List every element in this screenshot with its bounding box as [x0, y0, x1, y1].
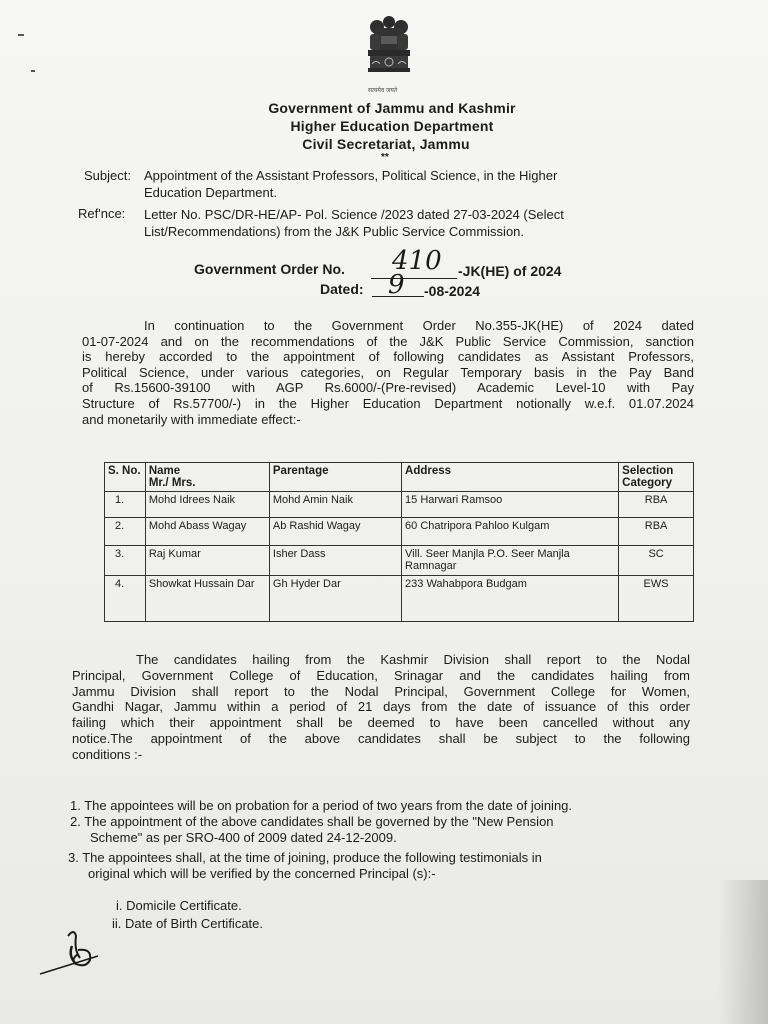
- emblem-motto: सत्यमेव जयते: [368, 88, 398, 94]
- subject-text-line2: Education Department.: [144, 185, 277, 200]
- candidates-table: [104, 462, 694, 622]
- paragraph-line: failing which their appointment shall be deemed to have been cancelled without any: [72, 715, 690, 731]
- paragraph-line: conditions :-: [72, 746, 143, 762]
- paragraph-line: Structure of Rs.57700/-) in the Higher Education Department notionally w.e.f. 01.07.2024: [82, 395, 694, 411]
- header-name-line2: Mr./ Mrs.: [148, 477, 196, 489]
- national-emblem-icon: [360, 14, 418, 86]
- order-number-blank: [371, 278, 457, 279]
- cell-category: RBA: [619, 518, 694, 546]
- cell-name: Raj Kumar: [145, 546, 269, 576]
- order-number-label: Government Order No.: [194, 261, 345, 277]
- date-suffix: -08-2024: [424, 283, 481, 299]
- date-day-handwritten: 9: [388, 270, 405, 300]
- cell-address: 60 Chatripora Pahloo Kulgam: [402, 518, 619, 546]
- condition-3-line1: 3. The appointees shall, at the time of joining, produce the following testimonials in: [68, 850, 542, 865]
- header-name-line1: Name: [148, 465, 181, 477]
- table-row: [105, 518, 694, 546]
- paragraph-line: Principal, Government College of Education, Srinagar and the candidates hailing from: [72, 667, 690, 683]
- header-stars: **: [381, 152, 389, 163]
- condition-2-line1: 2. The appointment of the above candidates shall be governed by the "New Pension: [70, 814, 554, 829]
- dated-label: Dated:: [320, 281, 364, 297]
- cell-name: Showkat Hussain Dar: [145, 576, 269, 622]
- header-name: [145, 463, 269, 492]
- govt-title: Government of Jammu and Kashmir: [268, 100, 516, 116]
- paragraph-line: In continuation to the Government Order No.355-JK(HE) of 2024 dated: [144, 318, 694, 333]
- cell-name: Mohd Abass Wagay: [145, 518, 269, 546]
- handwritten-initial-icon: [38, 920, 108, 980]
- cell-category: EWS: [619, 576, 694, 622]
- header-address: Address: [402, 463, 619, 492]
- cell-parentage: Mohd Amin Naik: [269, 492, 401, 518]
- subject-label: Subject:: [84, 168, 131, 183]
- cell-parentage: Ab Rashid Wagay: [269, 518, 401, 546]
- table-row: [105, 546, 694, 576]
- header-category-line2: Category: [622, 477, 673, 489]
- margin-mark: [18, 34, 24, 36]
- margin-mark: [31, 70, 35, 72]
- cell-address: 15 Harwari Ramsoo: [402, 492, 619, 518]
- certificate-domicile: i. Domicile Certificate.: [116, 898, 242, 913]
- department-title: Higher Education Department: [290, 118, 494, 134]
- condition-3-line2: original which will be verified by the concerned Principal (s):-: [88, 866, 436, 881]
- reference-label: Ref'nce:: [78, 206, 126, 221]
- cell-category: SC: [619, 546, 694, 576]
- cell-sno: 3.: [105, 546, 146, 576]
- subject-text-line1: Appointment of the Assistant Professors, Political Science, in the Higher: [144, 168, 558, 183]
- paragraph-line: Political Science, under various categories, on Regular Temporary basis in the Pay Band: [82, 364, 694, 380]
- order-number-suffix: -JK(HE) of 2024: [458, 263, 562, 279]
- cell-parentage: Gh Hyder Dar: [269, 576, 401, 622]
- header-parentage: Parentage: [269, 463, 401, 492]
- paragraph-line: is hereby accorded to the appointment of following candidates as Assistant Professors,: [82, 349, 694, 365]
- condition-1: 1. The appointees will be on probation for a period of two years from the date of joining.: [70, 798, 573, 813]
- paragraph-line: 01-07-2024 and on the recommendations of the J&K Public Service Commission, sanction: [82, 333, 694, 349]
- reporting-paragraph: [72, 652, 690, 763]
- order-number-handwritten: 410: [392, 246, 442, 276]
- page-edge-shadow: [718, 880, 768, 1024]
- condition-2-line2: Scheme" as per SRO-400 of 2009 dated 24-12-2009.: [90, 830, 397, 845]
- order-paragraph: [82, 318, 694, 427]
- header-category-line1: Selection: [622, 465, 674, 477]
- paragraph-line: The candidates hailing from the Kashmir Division shall report to the Nodal: [136, 652, 690, 667]
- table-row: [105, 492, 694, 518]
- certificate-dob: ii. Date of Birth Certificate.: [112, 916, 263, 931]
- paragraph-line: Gandhi Nagar, Jammu within a period of 21 days from the date of issuance of this order: [72, 699, 690, 715]
- cell-category: RBA: [619, 492, 694, 518]
- cell-sno: 1.: [105, 492, 146, 518]
- paragraph-line: Jammu Division shall report to the Nodal Principal, Government College for Women,: [72, 683, 690, 699]
- cell-parentage: Isher Dass: [269, 546, 401, 576]
- reference-text-line1: Letter No. PSC/DR-HE/AP- Pol. Science /2023 dated 27-03-2024 (Select: [144, 207, 564, 222]
- cell-address: 233 Wahabpora Budgam: [402, 576, 619, 622]
- reference-text-line2: List/Recommendations) from the J&K Public Service Commission.: [144, 224, 525, 239]
- cell-sno: 2.: [105, 518, 146, 546]
- paragraph-line: notice.The appointment of the above candidates shall be subject to the following: [72, 730, 690, 746]
- cell-name: Mohd Idrees Naik: [145, 492, 269, 518]
- table-header-row: [105, 463, 694, 492]
- table-row: [105, 576, 694, 622]
- paragraph-line: and monetarily with immediate effect:-: [82, 411, 301, 427]
- paragraph-line: of Rs.15600-39100 with AGP Rs.6000/-(Pre-revised) Academic Level-10 with Pay: [82, 380, 694, 396]
- header-category: [619, 463, 694, 492]
- cell-sno: 4.: [105, 576, 146, 622]
- secretariat-title: Civil Secretariat, Jammu: [302, 136, 470, 152]
- cell-address: Vill. Seer Manjla P.O. Seer Manjla Ramnagar: [402, 546, 619, 576]
- header-sno: S. No.: [105, 463, 146, 492]
